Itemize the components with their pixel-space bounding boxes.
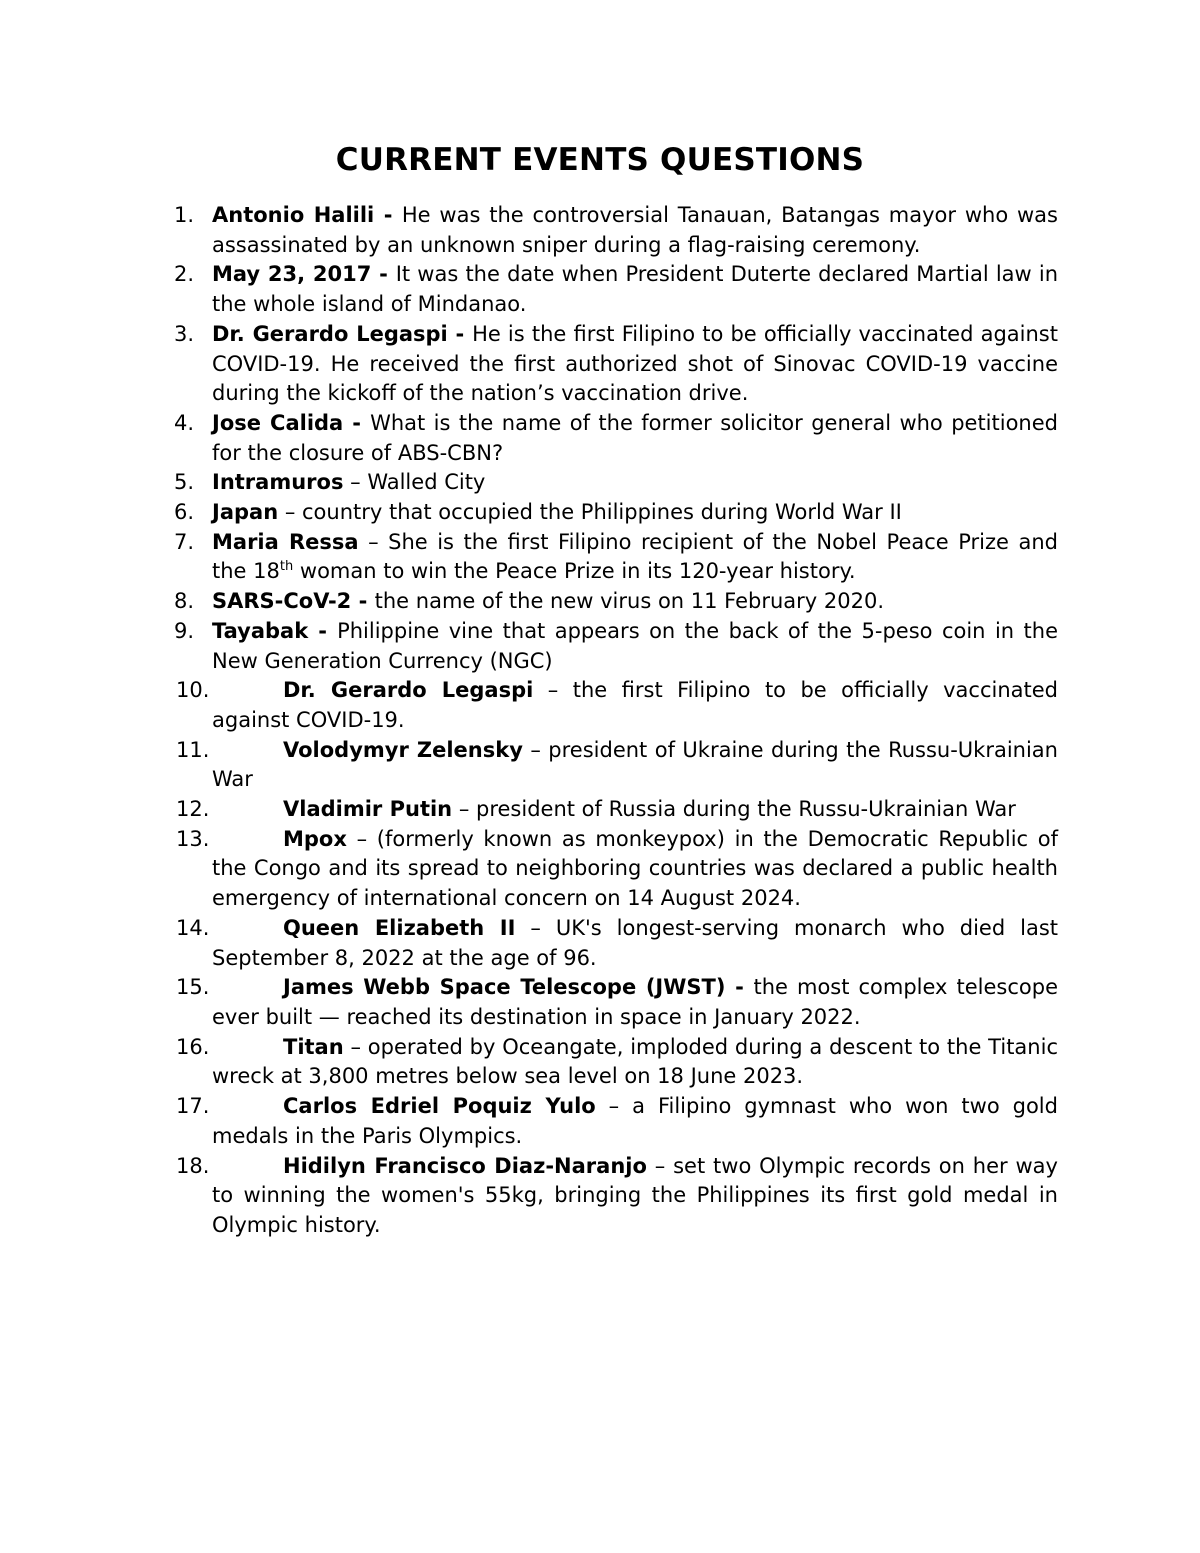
item-text-continued: woman to win the Peace Prize in its 120-year history. <box>293 559 856 584</box>
item-text: president of Ukraine during the Russu-Ukrainian War <box>212 737 1058 792</box>
item-text: (formerly known as monkeypox) in the Democratic Republic of the Congo and its spread to neighboring countries was declared a public health emergency of international concern on 14 August 2024. <box>212 826 1058 911</box>
item-text: Philippine vine that appears on the back of the 5-peso coin in the New Generation Currency (NGC) <box>212 618 1058 673</box>
item-separator: – <box>533 678 573 703</box>
questions-list <box>0 201 1200 1241</box>
item-term: James Webb Space Telescope (JWST) <box>283 975 726 1000</box>
item-term: Intramuros <box>212 470 344 495</box>
item-term: Vladimir Putin <box>283 797 453 822</box>
item-text: He was the controversial Tanauan, Batangas mayor who was assassinated by an unknown sniper during a flag-raising ceremony. <box>212 203 1058 257</box>
list-item <box>0 736 1058 795</box>
item-text: the name of the new virus on 11 February 2020. <box>374 589 885 614</box>
page-title: CURRENT EVENTS QUESTIONS <box>335 142 865 178</box>
item-term: Maria Ressa <box>212 529 359 554</box>
item-text: president of Russia during the Russu-Ukrainian War <box>476 797 1016 822</box>
item-term: Japan <box>212 500 279 525</box>
item-separator: – <box>358 529 389 554</box>
list-item <box>0 320 1058 409</box>
list-item <box>0 498 1058 528</box>
item-term: Tayabak <box>212 618 309 643</box>
item-separator: - <box>447 321 473 346</box>
item-number: 13. <box>176 826 210 851</box>
item-separator: - <box>374 203 402 227</box>
item-separator: - <box>308 618 338 643</box>
item-text: What is the name of the former solicitor general who petitioned for the closure of ABS-CBN? <box>212 410 1058 465</box>
list-item <box>0 973 1058 1032</box>
item-term: Hidilyn Francisco Diaz-Naranjo <box>283 1153 647 1178</box>
item-term: Jose Calida <box>212 410 344 435</box>
item-number: 11. <box>176 737 210 762</box>
item-separator: - <box>371 262 396 287</box>
item-term: Volodymyr Zelensky <box>283 737 523 762</box>
item-text: UK's longest-serving monarch who died last September 8, 2022 at the age of 96. <box>212 915 1058 970</box>
item-separator: – <box>346 826 377 851</box>
item-separator: – <box>646 1153 674 1178</box>
item-separator: - <box>725 975 754 1000</box>
item-separator: – <box>515 915 556 940</box>
list-item <box>0 617 1058 676</box>
item-separator: - <box>351 589 375 614</box>
item-term: Antonio Halili <box>212 203 375 227</box>
list-item <box>0 795 1058 825</box>
item-term: Mpox <box>283 826 347 851</box>
item-number: 4. <box>174 410 195 435</box>
list-item <box>0 528 1058 587</box>
item-term: Dr. Gerardo Legaspi <box>212 321 448 346</box>
item-number: 2. <box>174 262 195 287</box>
item-number: 18. <box>176 1153 210 1178</box>
item-number: 5. <box>174 470 195 495</box>
item-number: 14. <box>176 915 210 940</box>
item-number: 15. <box>176 975 210 1000</box>
list-item <box>0 201 1058 260</box>
item-number: 7. <box>174 529 195 554</box>
item-number: 6. <box>174 500 195 525</box>
item-separator: – <box>595 1094 633 1119</box>
list-item <box>0 1092 1058 1151</box>
item-text: the first Filipino to be officially vaccinated against COVID-19. <box>212 678 1058 732</box>
item-number: 17. <box>176 1094 210 1119</box>
item-term: May 23, 2017 <box>212 262 372 287</box>
item-separator: – <box>522 737 549 762</box>
ordinal-suffix: th <box>279 559 294 575</box>
item-number: 3. <box>174 321 195 346</box>
item-term: Dr. Gerardo Legaspi <box>283 678 534 703</box>
item-text: Walled City <box>367 470 486 495</box>
item-term: SARS-CoV-2 <box>212 589 352 614</box>
list-item <box>0 1033 1058 1092</box>
item-separator: – <box>343 1034 368 1059</box>
item-text: He is the first Filipino to be officially vaccinated against COVID-19. He received the first authorized shot of Sinovac COVID-19 vaccine during the kickoff of the nation’s vaccination drive. <box>212 321 1058 406</box>
list-item <box>0 914 1058 973</box>
item-number: 9. <box>174 618 195 643</box>
list-item <box>0 1152 1058 1241</box>
item-text: operated by Oceangate, imploded during a descent to the Titanic wreck at 3,800 metres below sea level on 18 June 2023. <box>212 1034 1058 1089</box>
item-number: 1. <box>174 203 195 227</box>
list-item <box>0 676 1058 735</box>
item-text: the most complex telescope ever built — reached its destination in space in January 2022. <box>212 975 1058 1029</box>
item-separator: – <box>343 470 368 495</box>
item-separator: – <box>278 500 302 525</box>
list-item <box>0 468 1058 498</box>
item-number: 16. <box>176 1034 210 1059</box>
item-term: Carlos Edriel Poquiz Yulo <box>283 1094 596 1119</box>
item-term: Titan <box>283 1034 344 1059</box>
item-text: country that occupied the Philippines during World War II <box>302 500 902 525</box>
item-text: She is the first Filipino recipient of the Nobel Peace Prize and the 18 <box>212 529 1058 584</box>
item-text: set two Olympic records on her way to winning the women's 55kg, bringing the Philippines its first gold medal in Olympic history. <box>212 1153 1058 1237</box>
list-item <box>0 409 1058 468</box>
list-item <box>0 260 1058 319</box>
item-number: 12. <box>176 797 210 822</box>
item-number: 8. <box>174 589 195 614</box>
item-separator: – <box>452 797 476 822</box>
list-item <box>0 825 1058 914</box>
item-term: Queen Elizabeth II <box>283 915 516 940</box>
item-number: 10. <box>176 678 210 703</box>
item-text: a Filipino gymnast who won two gold medals in the Paris Olympics. <box>212 1094 1058 1148</box>
list-item <box>0 587 1058 617</box>
item-separator: - <box>343 410 371 435</box>
item-text: It was the date when President Duterte declared Martial law in the whole island of Mindanao. <box>212 262 1059 317</box>
